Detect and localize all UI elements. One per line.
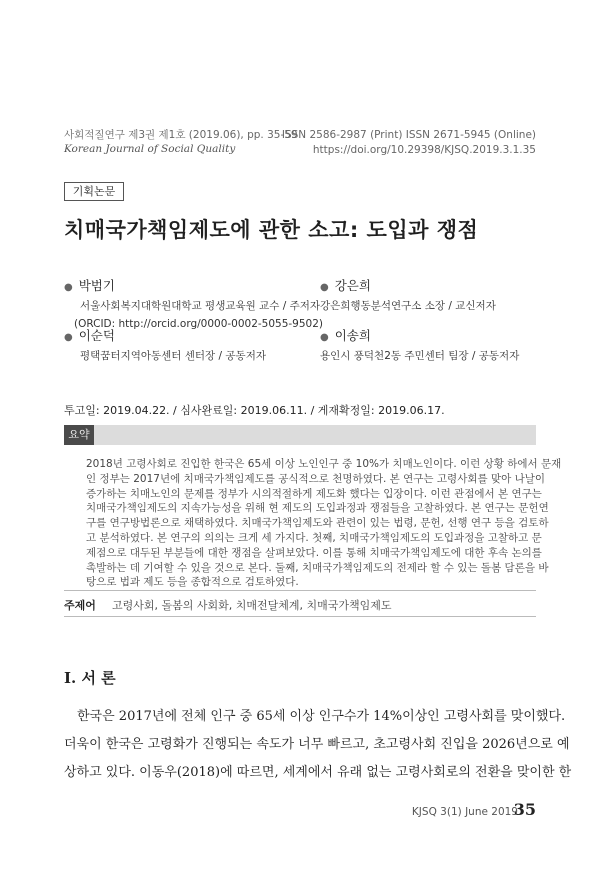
abstract-line: 구를 연구방법론으로 채택하였다. 치매국가책임제도와 관련이 있는 법령, 문헌, 선행 연구 등을 검토하: [86, 517, 549, 530]
bullet-icon: ●: [320, 282, 329, 293]
author-name: 박범기: [78, 278, 115, 293]
author-affiliation: 용인시 풍덕천2동 주민센터 팀장 / 공동저자: [320, 350, 520, 362]
bullet-icon: ●: [64, 282, 73, 293]
abstract-line: 촉발하는 데 기여할 수 있을 것으로 본다. 둘째, 치매국가책임제도의 전제라 할 수 있는 돌봄 담론을 바: [86, 561, 549, 574]
submission-dates: 투고일: 2019.04.22. / 심사완료일: 2019.06.11. / 게재확정일: 2019.06.17.: [64, 404, 445, 417]
author-name: 이송희: [334, 328, 371, 343]
journal-name-en: Korean Journal of Social Quality: [64, 143, 236, 155]
issn-info: ISSN 2586-2987 (Print) ISSN 2671-5945 (Online): [281, 129, 536, 141]
page-number: 35: [513, 800, 536, 819]
abstract-line: 증가하는 치매노인의 문제를 정부가 시의적절하게 제도화 했다는 입장이다. 이런 관점에서 본 연구는: [86, 487, 542, 500]
footer-journal: KJSQ 3(1) June 2019: [411, 806, 518, 818]
section-heading: Ⅰ. 서 론: [64, 669, 116, 687]
article-type-badge: 기획논문: [64, 182, 124, 201]
abstract-body: [86, 457, 562, 590]
abstract-line: 탕으로 법과 제도 등을 종합적으로 검토하였다.: [86, 576, 299, 589]
body-line: 한국은 2017년에 전체 인구 중 65세 이상 인구수가 14%이상인 고령사회를 맞이했다.: [77, 709, 566, 724]
author-block-4: [320, 326, 519, 363]
bullet-icon: ●: [64, 332, 73, 343]
abstract-label: 요약: [64, 425, 94, 445]
author-name: 이순덕: [78, 328, 115, 343]
keywords-text: 고령사회, 돌봄의 사회화, 치매전달체계, 치매국가책임제도: [112, 599, 392, 612]
body-paragraph: [64, 703, 572, 787]
author-affiliation: 강은희행동분석연구소 소장 / 교신저자: [320, 300, 496, 312]
author-affiliation: 평택꿈터지역아동센터 센터장 / 공동저자: [80, 350, 266, 362]
abstract-line: 2018년 고령사회로 진입한 한국은 65세 이상 노인인구 중 10%가 치매노인이다. 이런 상황 하에서 문재: [86, 458, 562, 470]
bullet-icon: ●: [320, 332, 329, 343]
author-name: 강은희: [334, 278, 371, 293]
author-block-1: [64, 276, 323, 330]
abstract-line: 인 정부는 2017년에 치매국가책임제도를 공식적으로 천명하였다. 본 연구는 고령사회를 맞아 나날이: [86, 472, 546, 485]
author-block-3: [64, 326, 266, 363]
body-line: 더욱이 한국은 고령화가 진행되는 속도가 너무 빠르고, 초고령사회 진입을 2026년으로 예: [64, 737, 570, 752]
abstract-header-bar: [64, 425, 536, 445]
abstract-line: 치매국가책임제도의 지속가능성을 위해 현 제도의 도입과정과 쟁점들을 고찰하였다. 본 연구는 문헌연: [86, 502, 549, 515]
journal-issue: 사회적질연구 제3권 제1호 (2019.06), pp. 35-59: [64, 129, 298, 141]
abstract-line: 제점으로 대두된 부분들에 대한 쟁점을 살펴보았다. 이를 통해 치매국가책임제도에 대한 후속 논의를: [86, 546, 542, 559]
abstract-line: 고 분석하였다. 본 연구의 의의는 크게 세 가지다. 첫째, 치매국가책임제도의 도입과정을 고찰하고 문: [86, 531, 542, 544]
keywords-top-rule: [64, 590, 536, 591]
article-title: 치매국가책임제도에 관한 소고: 도입과 쟁점: [64, 218, 479, 242]
author-affiliation: 서울사회복지대학원대학교 평생교육원 교수 / 주저자: [80, 300, 321, 312]
author-block-2: [320, 276, 496, 313]
author-orcid[interactable]: (ORCID: http://orcid.org/0000-0002-5055-9502): [74, 318, 324, 330]
body-line: 상하고 있다. 이동우(2018)에 따르면, 세계에서 유래 없는 고령사회로의 전환을 맞이한 한: [64, 765, 572, 780]
keywords-bottom-rule: [64, 616, 536, 617]
doi-link[interactable]: https://doi.org/10.29398/KJSQ.2019.3.1.35: [312, 144, 536, 156]
keywords-label: 주제어: [64, 599, 96, 612]
